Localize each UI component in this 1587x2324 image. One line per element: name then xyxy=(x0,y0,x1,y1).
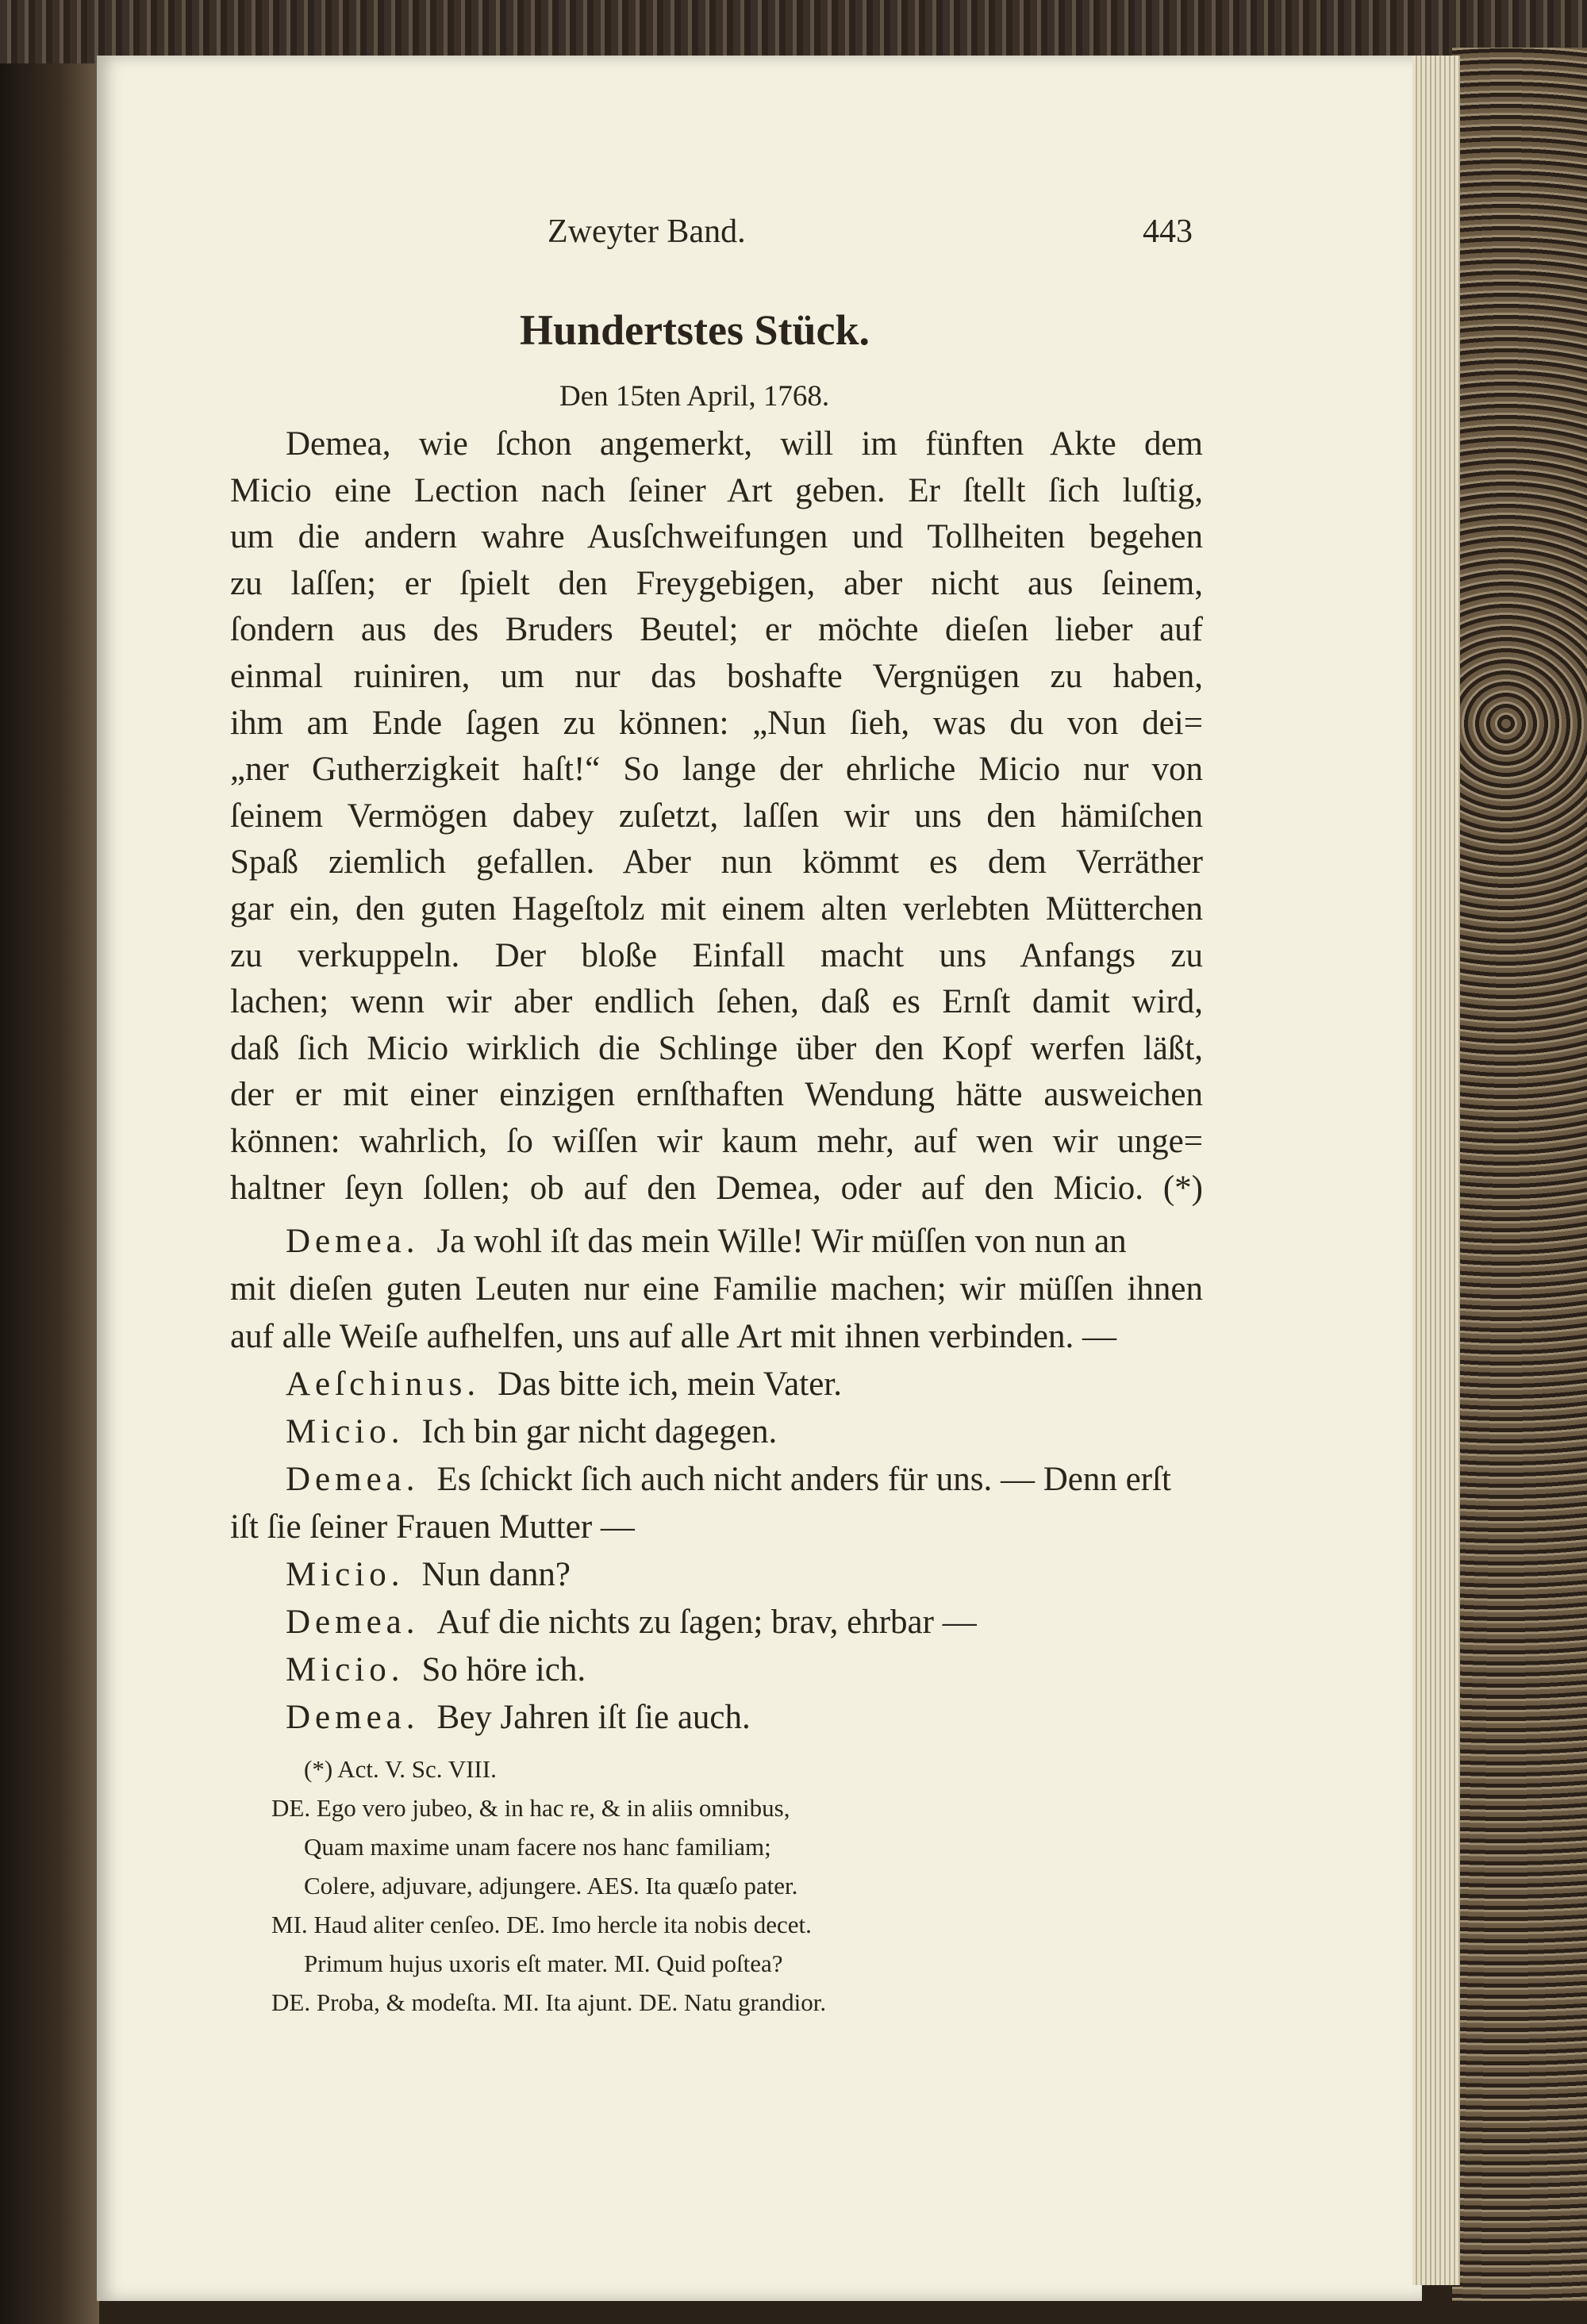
dialogue-line xyxy=(286,1603,1203,1642)
dialogue-text: Es ſchickt ſich auch nicht anders für uns. — Denn erſt xyxy=(436,1461,1171,1498)
dialogue-line xyxy=(286,1460,1203,1499)
footnote-line: DE. Ego vero jubeo, & in hac re, & in aliis omnibus, xyxy=(271,1794,790,1822)
section-title: Hundertstes Stück. xyxy=(520,306,870,354)
speaker-name: Micio. xyxy=(286,1413,405,1450)
footnote-line: MI. Haud aliter cenſeo. DE. Imo hercle ita nobis decet. xyxy=(271,1911,812,1938)
speaker-name: Demea. xyxy=(286,1223,420,1260)
date-line: Den 15ten April, 1768. xyxy=(559,380,830,413)
dialogue-text: Das bitte ich, mein Vater. xyxy=(498,1366,842,1403)
page-stack-edge xyxy=(1412,56,1460,2285)
footnote-line: DE. Proba, & modeſta. MI. Ita ajunt. DE. Natu grandior. xyxy=(271,1988,827,2016)
body-line: der er mit einer einzigen ernſthaften Wendung hätte ausweichen xyxy=(230,1076,1203,1114)
dialogue-line xyxy=(230,1317,1203,1356)
dialogue-text: So höre ich. xyxy=(421,1651,586,1688)
body-line: ſondern aus des Bruders Beutel; er möchte dieſen lieber auf xyxy=(230,611,1203,649)
body-line: ihm am Ende ſagen zu können: „Nun ſieh, was du von dei= xyxy=(230,704,1203,742)
body-line: ſeinem Vermögen dabey zuſetzt, laſſen wir uns den hämiſchen xyxy=(230,797,1203,835)
speaker-name: Micio. xyxy=(286,1651,405,1688)
body-line: daß ſich Micio wirklich die Schlinge über den Kopf werfen läßt, xyxy=(230,1029,1203,1067)
book-spine-left xyxy=(0,0,99,2324)
body-line: einmal ruiniren, um nur das boshafte Vergnügen zu haben, xyxy=(230,658,1203,695)
footnote-line: Quam maxime unam facere nos hanc familiam; xyxy=(304,1833,771,1861)
body-line: „ner Gutherzigkeit haſt!“ So lange der ehrliche Micio nur von xyxy=(230,751,1203,789)
body-line: lachen; wenn wir aber endlich ſehen, daß es Ernſt damit wird, xyxy=(230,983,1203,1021)
speaker-name: Demea. xyxy=(286,1699,420,1736)
footnote-line: Colere, adjuvare, adjungere. AES. Ita quæſo pater. xyxy=(304,1872,798,1900)
speaker-name: Aeſchinus. xyxy=(286,1366,481,1403)
dialogue-text: auf alle Weiſe aufhelfen, uns auf alle Art mit ihnen verbinden. — xyxy=(230,1318,1116,1355)
body-line: zu verkuppeln. Der bloße Einfall macht uns Anfangs zu xyxy=(230,936,1203,974)
body-line: können: wahrlich, ſo wiſſen wir kaum mehr, auf wen wir unge= xyxy=(230,1123,1203,1160)
body-line: Spaß ziemlich gefallen. Aber nun kömmt es dem Verräther xyxy=(230,843,1203,882)
dialogue-line xyxy=(286,1365,1203,1404)
dialogue-text: Auf die nichts zu ſagen; brav, ehrbar — xyxy=(436,1604,977,1641)
body-line: um die andern wahre Ausſchweifungen und Tollheiten begehen xyxy=(230,518,1203,556)
dialogue-text: Ich bin gar nicht dagegen. xyxy=(421,1413,778,1450)
dialogue-text: Bey Jahren iſt ſie auch. xyxy=(436,1699,751,1736)
body-line: Micio eine Lection nach ſeiner Art geben. Er ſtellt ſich luſtig, xyxy=(230,471,1203,509)
body-line: haltner ſeyn ſollen; ob auf den Demea, oder auf den Micio. (*) xyxy=(230,1169,1203,1207)
speaker-name: Demea. xyxy=(286,1604,420,1641)
marbled-cover xyxy=(1452,48,1587,2301)
dialogue-text: Nun dann? xyxy=(421,1556,571,1593)
dialogue-line xyxy=(286,1698,1203,1737)
dialogue-line xyxy=(230,1270,1203,1308)
dialogue-text: iſt ſie ſeiner Frauen Mutter — xyxy=(230,1508,635,1546)
dialogue-line xyxy=(286,1412,1203,1451)
footnote-line: (*) Act. V. Sc. VIII. xyxy=(304,1755,497,1783)
page-number: 443 xyxy=(1143,213,1193,250)
dialogue-line xyxy=(230,1508,1203,1546)
body-line: gar ein, den guten Hageſtolz mit einem alten verlebten Mütterchen xyxy=(230,890,1203,928)
running-title: Zweyter Band. xyxy=(548,213,746,250)
dialogue-line xyxy=(286,1555,1203,1594)
dialogue-line xyxy=(286,1222,1203,1261)
book-edge-top xyxy=(0,0,1587,63)
speaker-name: Demea. xyxy=(286,1461,420,1498)
body-line: zu laſſen; er ſpielt den Freygebigen, aber nicht aus ſeinem, xyxy=(230,564,1203,602)
speaker-name: Micio. xyxy=(286,1556,405,1593)
body-line: Demea, wie ſchon angemerkt, will im fünften Akte dem xyxy=(286,425,1203,463)
footnote-line: Primum hujus uxoris eſt mater. MI. Quid poſtea? xyxy=(304,1949,783,1977)
dialogue-text: Ja wohl iſt das mein Wille! Wir müſſen von nun an xyxy=(436,1223,1127,1260)
dialogue-text: mit dieſen guten Leuten nur eine Familie machen; wir müſſen ihnen xyxy=(230,1270,1203,1308)
dialogue-line xyxy=(286,1650,1203,1689)
